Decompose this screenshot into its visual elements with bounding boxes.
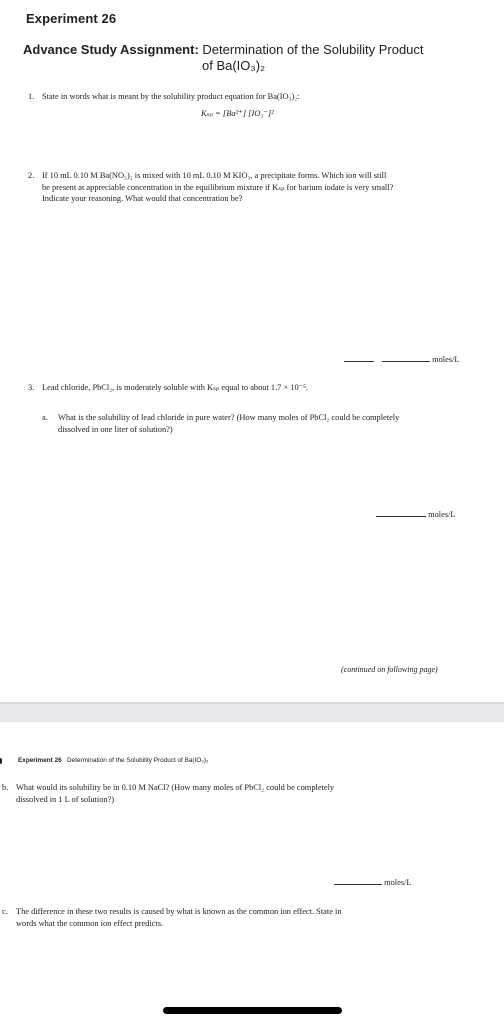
page-2-header: [18, 757, 209, 764]
answer-3b-unit: moles/L: [384, 878, 412, 887]
ksp-equation: Kₛₚ = [Ba²⁺] [IO₃⁻]²: [201, 108, 274, 118]
question-3b-label: b.: [2, 783, 9, 792]
question-3c-label: c.: [2, 907, 8, 916]
question-3a-line1: What is the solubility of lead chloride in pure water? (How many moles of PbCl₂ could be completely: [58, 413, 400, 422]
continued-note: (continued on following page): [341, 665, 438, 674]
question-3c-line1: The difference in these two results is caused by what is known as the common ion effect. State in: [16, 907, 342, 916]
answer-3a-blank[interactable]: [376, 508, 426, 517]
assignment-title-line1: [23, 42, 424, 57]
home-indicator[interactable]: [163, 1007, 342, 1014]
answer-2-blank-a[interactable]: [344, 353, 374, 362]
assignment-label: Advance Study Assignment:: [23, 42, 199, 57]
question-3c: [2, 906, 492, 934]
answer-2-unit: moles/L: [432, 355, 460, 364]
answer-2-field[interactable]: [344, 353, 460, 364]
question-2-line3: Indicate your reasoning. What would that concentration be?: [42, 194, 243, 204]
question-2-line1: If 10 mL 0.10 M Ba(NO₃)₂ is mixed with 10 mL 0.10 M KIO₃, a precipitate forms. Which ion will still: [42, 171, 387, 180]
question-3b-line2: dissolved in 1 L of solution?): [16, 794, 115, 804]
question-1-number: 1.: [28, 92, 35, 101]
header-title: Determination of the Solubility Product of Ba(IO₃)₂: [67, 757, 209, 764]
answer-3a-field[interactable]: [376, 508, 456, 519]
question-3: [28, 382, 488, 396]
question-1: [28, 91, 488, 105]
question-2-line2: be present at appreciable concentration in the equilibrium mixture if Kₛₚ for barium iodate is very small?: [42, 182, 394, 192]
question-3a-label: a.: [42, 413, 48, 422]
experiment-title: Experiment 26: [26, 11, 117, 26]
assignment-title-line2: of Ba(IO₃)₂: [202, 58, 266, 73]
header-experiment: Experiment 26: [18, 757, 62, 764]
question-2: [28, 170, 498, 210]
answer-2-blank-b[interactable]: [382, 353, 430, 362]
worksheet-page-2: [0, 722, 504, 1024]
page-separator-shadow: [0, 702, 504, 705]
question-3a-line2: dissolved in one liter of solution?): [58, 424, 173, 434]
assignment-title-text: Determination of the Solubility Product: [202, 42, 424, 57]
question-3b-line1: What would its solubility be in 0.10 M NaCl? (How many moles of PbCl₂ could be completely: [16, 783, 335, 792]
answer-3b-blank[interactable]: [334, 876, 382, 885]
page-edge-mark: [0, 758, 2, 764]
question-1-text: State in words what is meant by the solubility product equation for Ba(IO₃)₂:: [42, 92, 300, 101]
page-separator: [0, 702, 504, 722]
question-2-number: 2.: [28, 171, 35, 180]
question-3-text: Lead chloride, PbCl₂, is moderately soluble with Kₛₚ equal to about 1.7 × 10⁻⁵.: [42, 383, 309, 392]
question-3a: [42, 412, 492, 440]
question-3b: [2, 782, 492, 810]
question-3-number: 3.: [28, 383, 35, 392]
answer-3b-field[interactable]: [334, 876, 412, 887]
answer-3a-unit: moles/L: [428, 510, 456, 519]
question-3c-line2: words what the common ion effect predicts.: [16, 918, 164, 928]
